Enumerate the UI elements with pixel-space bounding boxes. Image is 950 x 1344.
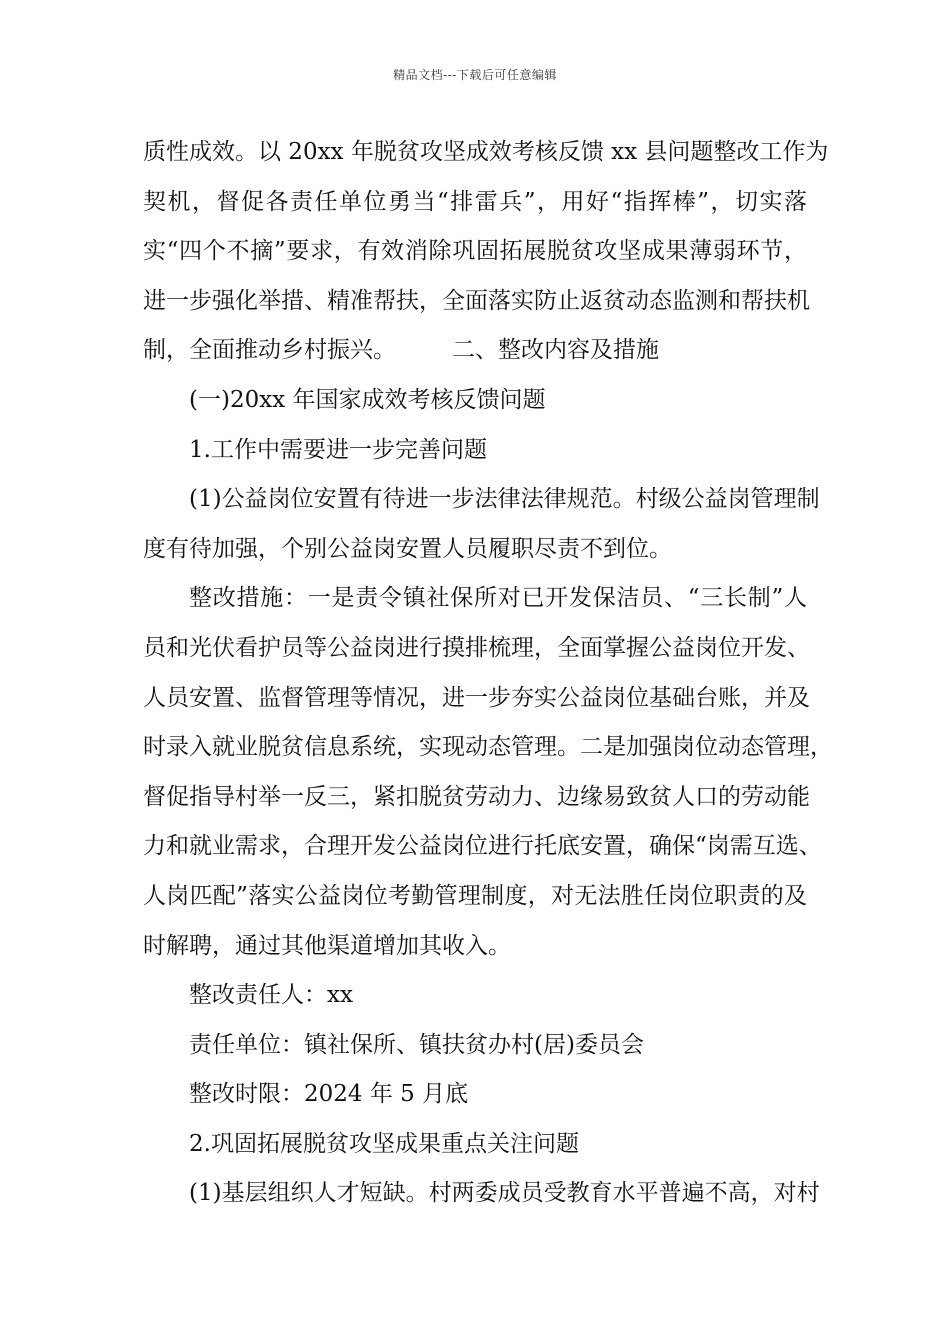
- text-line: 整改措施：一是责令镇社保所对已开发保洁员、“三长制”人: [189, 585, 807, 612]
- section-heading: 二、整改内容及措施: [452, 337, 659, 364]
- text-line: [143, 326, 807, 376]
- text-line: 进一步强化举措、精准帮扶，全面落实防止返贫动态监测和帮扶机: [143, 287, 810, 314]
- text-line: 人员安置、监督管理等情况，进一步夯实公益岗位基础台账，并及: [143, 684, 810, 711]
- text-line: 力和就业需求，合理开发公益岗位进行托底安置，确保“岗需互选、: [143, 833, 822, 860]
- text-line: 督促指导村举一反三，紧扣脱贫劳动力、边缘易致贫人口的劳动能: [143, 783, 810, 810]
- responsible-person: 整改责任人：xx: [189, 982, 353, 1009]
- paragraph-end-text: 制，全面推动乡村振兴。: [143, 337, 396, 364]
- text-line: 质性成效。以 20xx 年脱贫攻坚成效考核反馈 xx 县问题整改工作为: [143, 139, 829, 165]
- text-line: 人岗匹配”落实公益岗位考勤管理制度，对无法胜任岗位职责的及: [143, 882, 807, 909]
- text-line: (1)公益岗位安置有待进一步法律法律规范。村级公益岗管理制: [189, 486, 820, 513]
- responsible-unit: 责任单位：镇社保所、镇扶贫办村(居)委员会: [189, 1031, 644, 1058]
- item-heading: 1.工作中需要进一步完善问题: [189, 436, 487, 463]
- text-line: 度有待加强，个别公益岗安置人员履职尽责不到位。: [143, 535, 672, 562]
- item-heading: 2.巩固拓展脱贫攻坚成果重点关注问题: [189, 1130, 579, 1157]
- subsection-heading: (一)20xx 年国家成效考核反馈问题: [189, 386, 546, 413]
- text-line: (1)基层组织人才短缺。村两委成员受教育水平普遍不高，对村: [189, 1180, 820, 1207]
- text-line: 员和光伏看护员等公益岗进行摸排梳理，全面掌握公益岗位开发、: [143, 634, 810, 661]
- text-line: 时录入就业脱贫信息系统，实现动态管理。二是加强岗位动态管理，: [143, 734, 833, 761]
- page-header: 精品文档---下载后可任意编辑: [393, 68, 557, 82]
- deadline: 整改时限：2024 年 5 月底: [189, 1081, 469, 1108]
- text-line: 契机，督促各责任单位勇当“排雷兵”，用好“指挥棒”，切实落: [143, 188, 807, 215]
- text-line: 时解聘，通过其他渠道增加其收入。: [143, 932, 511, 959]
- text-line: 实“四个不摘”要求，有效消除巩固拓展脱贫攻坚成果薄弱环节，: [143, 238, 807, 265]
- document-body: [143, 128, 833, 1219]
